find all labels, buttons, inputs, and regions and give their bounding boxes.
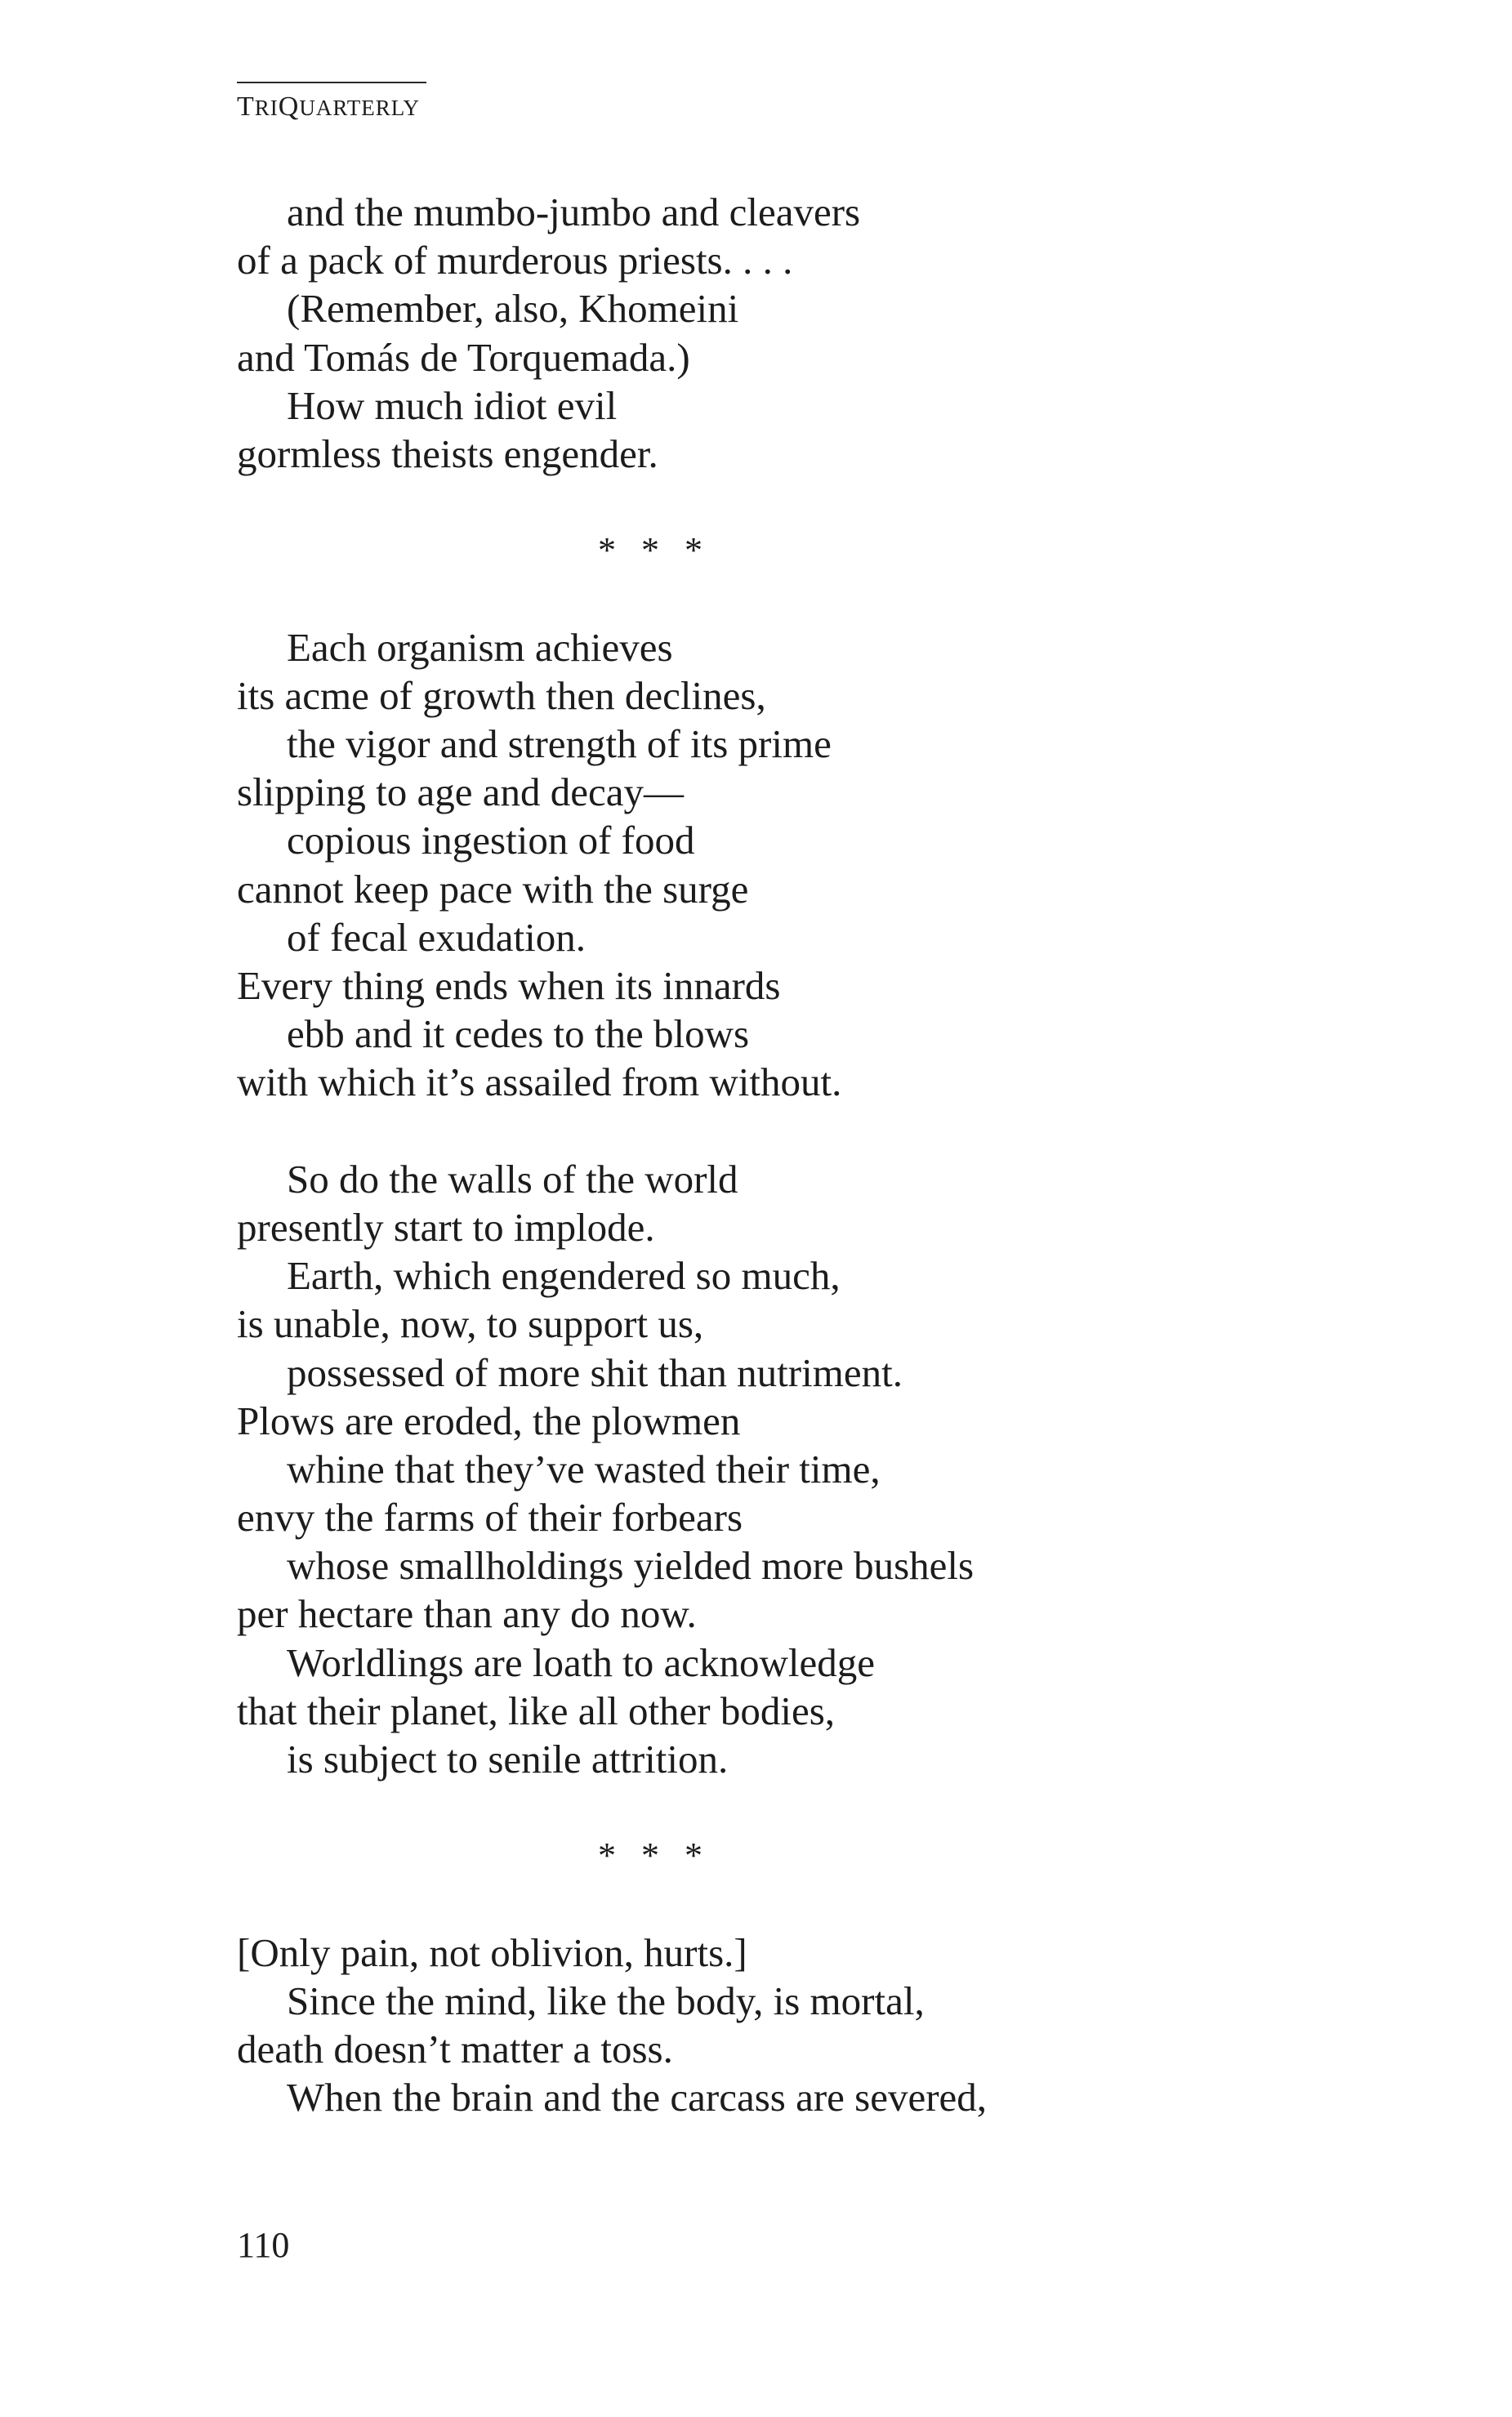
poem-line: of fecal exudation. <box>287 914 586 960</box>
poem-line: When the brain and the carcass are severed, <box>287 2075 988 2120</box>
poem-line: ebb and it cedes to the blows <box>287 1011 750 1057</box>
poem-line: copious ingestion of food <box>287 818 695 863</box>
poem-line: and Tomás de Torquemada.) <box>237 334 690 380</box>
poem-line: Every thing ends when its innards <box>237 963 781 1008</box>
poem-line: that their planet, like all other bodies, <box>237 1688 836 1733</box>
poem-line: Plows are eroded, the plowmen <box>237 1398 741 1443</box>
poem-line: with which it’s assailed from without. <box>237 1059 842 1105</box>
poem-line: Each organism achieves <box>287 624 673 670</box>
poem-line: Since the mind, like the body, is mortal, <box>287 1978 925 2023</box>
poem-line: whose smallholdings yielded more bushels <box>287 1543 975 1589</box>
poem-line: possessed of more shit than nutriment. <box>287 1349 903 1395</box>
poem-line: gormless theists engender. <box>237 430 658 476</box>
poem-line: How much idiot evil <box>287 382 618 428</box>
stanza-break <box>237 575 1299 623</box>
section-separator: * * * <box>598 530 711 571</box>
page-number: 110 <box>237 2225 290 2265</box>
poem-line: and the mumbo-jumbo and cleavers <box>287 190 861 234</box>
journal-title-part-ri: RI <box>254 96 279 120</box>
journal-title-initial-t: T <box>237 91 255 122</box>
poem-line: So do the walls of the world <box>287 1156 738 1202</box>
poem-line: of a pack of murderous priests. . . . <box>237 238 793 283</box>
poem-line: whine that they’ve wasted their time, <box>287 1446 881 1492</box>
poem-line: (Remember, also, Khomeini <box>287 286 739 332</box>
running-head <box>237 82 433 120</box>
journal-title-part-uarterly: UARTERLY <box>299 96 421 120</box>
poem-line: [Only pain, not oblivion, hurts.] <box>237 1929 747 1975</box>
journal-title <box>237 91 433 122</box>
poem-line: the vigor and strength of its prime <box>287 721 832 767</box>
poem-line: envy the farms of their forbears <box>237 1495 743 1541</box>
header-rule <box>237 82 426 83</box>
poem-line: its acme of growth then declines, <box>237 672 766 718</box>
poem-line: slipping to age and decay— <box>237 769 685 815</box>
poem-line: is unable, now, to support us, <box>237 1301 704 1347</box>
poem-line: Worldlings are loath to acknowledge <box>287 1639 875 1685</box>
journal-title-initial-q: Q <box>278 91 300 122</box>
poem-line: presently start to implode. <box>237 1204 655 1250</box>
stanza-break <box>237 478 1299 526</box>
poem-line: cannot keep pace with the surge <box>237 866 749 912</box>
stanza-break <box>237 1107 1299 1155</box>
section-separator: * * * <box>598 1835 711 1876</box>
poem-line: death doesn’t matter a toss. <box>237 2027 673 2072</box>
poem-line: per hectare than any do now. <box>237 1591 697 1637</box>
poem-body <box>237 188 1299 2122</box>
poem-line: Earth, which engendered so much, <box>287 1253 841 1299</box>
stanza-break <box>237 1880 1299 1929</box>
poem-line: is subject to senile attrition. <box>287 1737 729 1782</box>
stanza-break <box>237 1783 1299 1831</box>
